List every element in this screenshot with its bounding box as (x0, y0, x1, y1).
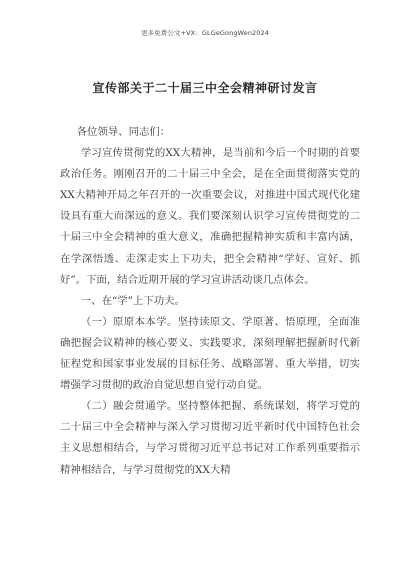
paragraph-1-1: （一）原原本本学。坚持读原文、学原著、悟原理，全面准确把握会议精神的核心要义、实践要求，深刻理解把握新时代新征程党和国家事业发展的目标任务、战略部署、重大举措，切实增强学习贯彻的政治自觉思想自觉行动自觉。 (60, 315, 360, 392)
document-title: 宣传部关于二十届三中全会精神研讨发言 (92, 81, 318, 95)
document-body (60, 122, 360, 481)
paragraph-intro: 学习宣传贯彻党的XX大精神，是当前和今后一个时期的首要政治任务。刚刚召开的二十届三中全会，是在全面贯彻落实党的XX大精神开局之年召开的一次重要会议，对推进中国式现代化建设具有重大而深远的意义。我们要深刻认识学习宣传贯彻党的二十届三中全会精神的重大意义，准确把握精神实质和丰富内涵，在学深悟透、走深走实上下功夫，把全会精神“学好、宣好、抓好”。下面，结合近期开展的学习宣讲活动谈几点体会。 (60, 147, 360, 286)
salutation: 各位领导、同志们： (76, 126, 171, 138)
header-note: 更多免费公文+VX：GLGeGongWen2024 (140, 29, 269, 37)
section-heading-1: 一、在“学”上下功夫。 (80, 294, 185, 307)
paragraph-1-2: （二）融会贯通学。坚持整体把握、系统谋划，将学习党的二十届三中全会精神与深入学习贯彻习近平新时代中国特色社会主义思想相结合，与学习贯彻习近平总书记对工作系列重要指示精神相结合，与学习贯彻党的XX大精 (60, 400, 360, 476)
